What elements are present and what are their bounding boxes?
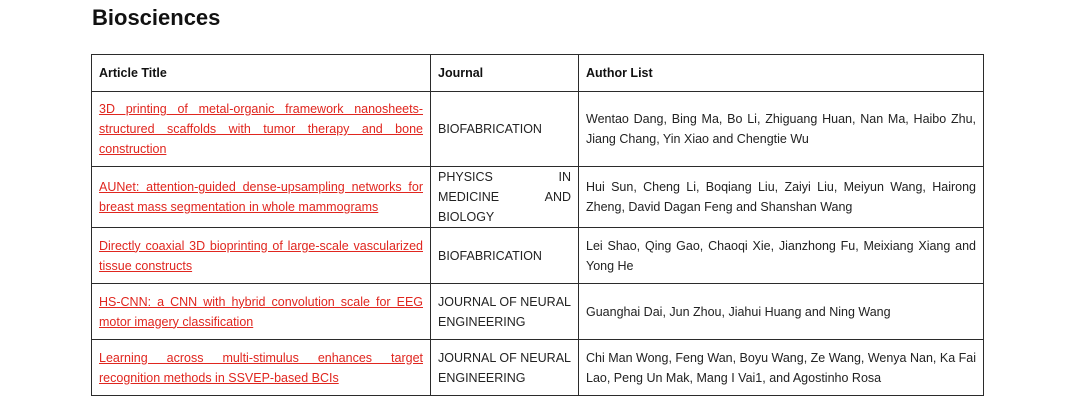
column-header-journal: Journal xyxy=(431,55,579,92)
table-row xyxy=(92,92,984,167)
articles-table xyxy=(91,54,984,396)
journal-cell: BIOFABRICATION xyxy=(431,92,579,167)
article-title-link[interactable]: 3D printing of metal-organic framework nanosheets-structured scaffolds with tumor therapy and bone construction xyxy=(99,102,423,156)
article-title-cell xyxy=(92,284,431,340)
author-list-cell: Lei Shao, Qing Gao, Chaoqi Xie, Jianzhong Fu, Meixiang Xiang and Yong He xyxy=(579,228,984,284)
article-title-cell xyxy=(92,92,431,167)
journal-cell: PHYSICS IN MEDICINE AND BIOLOGY xyxy=(431,167,579,228)
article-title-link[interactable]: AUNet: attention-guided dense-upsampling networks for breast mass segmentation in whole mammograms xyxy=(99,180,423,214)
journal-cell: JOURNAL OF NEURAL ENGINEERING xyxy=(431,340,579,396)
article-title-cell xyxy=(92,228,431,284)
journal-cell: BIOFABRICATION xyxy=(431,228,579,284)
author-list-cell: Guanghai Dai, Jun Zhou, Jiahui Huang and Ning Wang xyxy=(579,284,984,340)
author-list-cell: Hui Sun, Cheng Li, Boqiang Liu, Zaiyi Liu, Meiyun Wang, Hairong Zheng, David Dagan Feng and Shanshan Wang xyxy=(579,167,984,228)
table-row xyxy=(92,228,984,284)
article-title-link[interactable]: Directly coaxial 3D bioprinting of large-scale vascularized tissue constructs xyxy=(99,238,423,273)
article-title-cell xyxy=(92,167,431,228)
table-row xyxy=(92,284,984,340)
page-title: Biosciences xyxy=(92,5,221,30)
article-title-link[interactable]: Learning across multi-stimulus enhances target recognition methods in SSVEP-based BCIs xyxy=(99,350,423,385)
table-row xyxy=(92,340,984,396)
author-list-cell: Wentao Dang, Bing Ma, Bo Li, Zhiguang Huan, Nan Ma, Haibo Zhu, Jiang Chang, Yin Xiao and Chengtie Wu xyxy=(579,92,984,167)
column-header-article-title: Article Title xyxy=(92,55,431,92)
author-list-cell: Chi Man Wong, Feng Wan, Boyu Wang, Ze Wang, Wenya Nan, Ka Fai Lao, Peng Un Mak, Mang I Vai1, and Agostinho Rosa xyxy=(579,340,984,396)
article-title-cell xyxy=(92,340,431,396)
table-header-row xyxy=(92,55,984,92)
journal-cell: JOURNAL OF NEURAL ENGINEERING xyxy=(431,284,579,340)
table-row xyxy=(92,167,984,228)
article-title-link[interactable]: HS-CNN: a CNN with hybrid convolution scale for EEG motor imagery classification xyxy=(99,294,423,329)
column-header-author-list: Author List xyxy=(579,55,984,92)
